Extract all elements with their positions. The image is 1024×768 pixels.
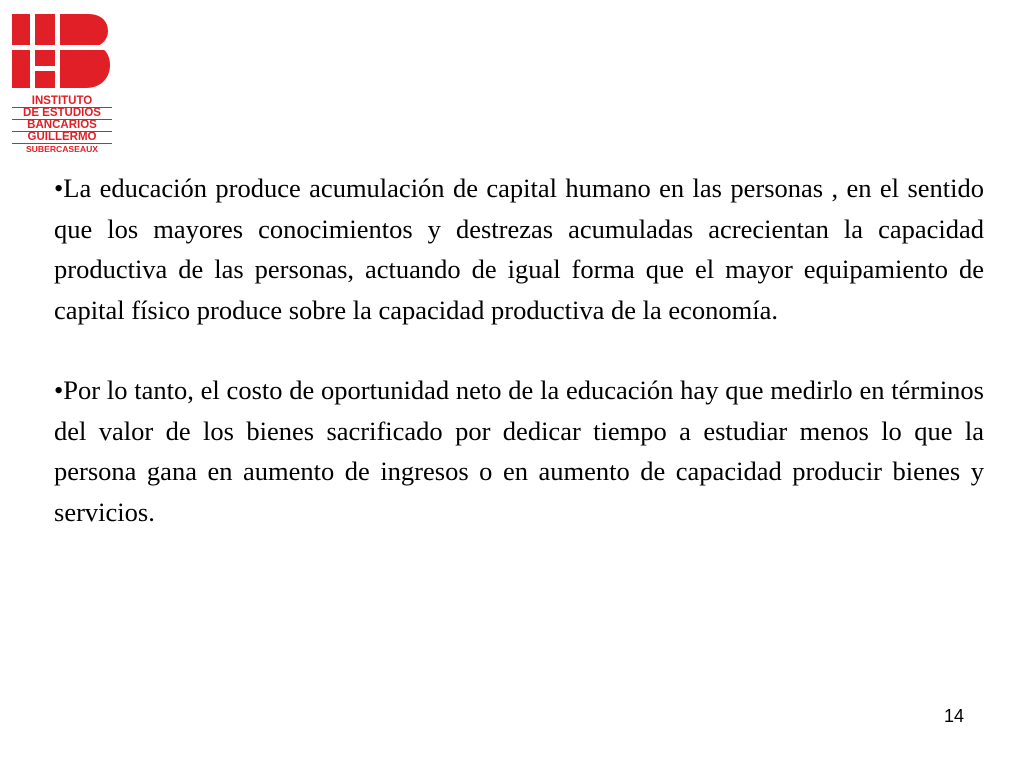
logo-line-1: INSTITUTO — [31, 95, 93, 107]
page-number: 14 — [943, 706, 964, 726]
logo-line-4: GUILLERMO — [27, 131, 97, 143]
logo-wordmark — [12, 96, 112, 155]
bullet-paragraph-2: •Por lo tanto, el costo de oportunidad neto de la educación hay que medirlo en términos del valor de los bienes sacrificado por dedicar tiempo a estudiar menos lo que la persona gana en aumento de ingresos o en aumento de capacidad producir bienes y servicios. — [54, 375, 984, 527]
ieb-monogram-icon — [12, 12, 112, 92]
slide-body — [54, 168, 984, 532]
logo-line-2: DE ESTUDIOS — [23, 107, 101, 119]
logo-line-3: BANCARIOS — [27, 119, 97, 131]
institute-logo — [12, 12, 112, 160]
logo-line-5: SUBERCASEAUX — [25, 144, 99, 154]
bullet-paragraph-1: •La educación produce acumulación de capital humano en las personas , en el sentido que los mayores conocimientos y destrezas acumuladas acrecientan la capacidad productiva de las personas, actuando de igual forma que el mayor equipamiento de capital físico produce sobre la capacidad productiva de la economía. — [54, 173, 984, 325]
